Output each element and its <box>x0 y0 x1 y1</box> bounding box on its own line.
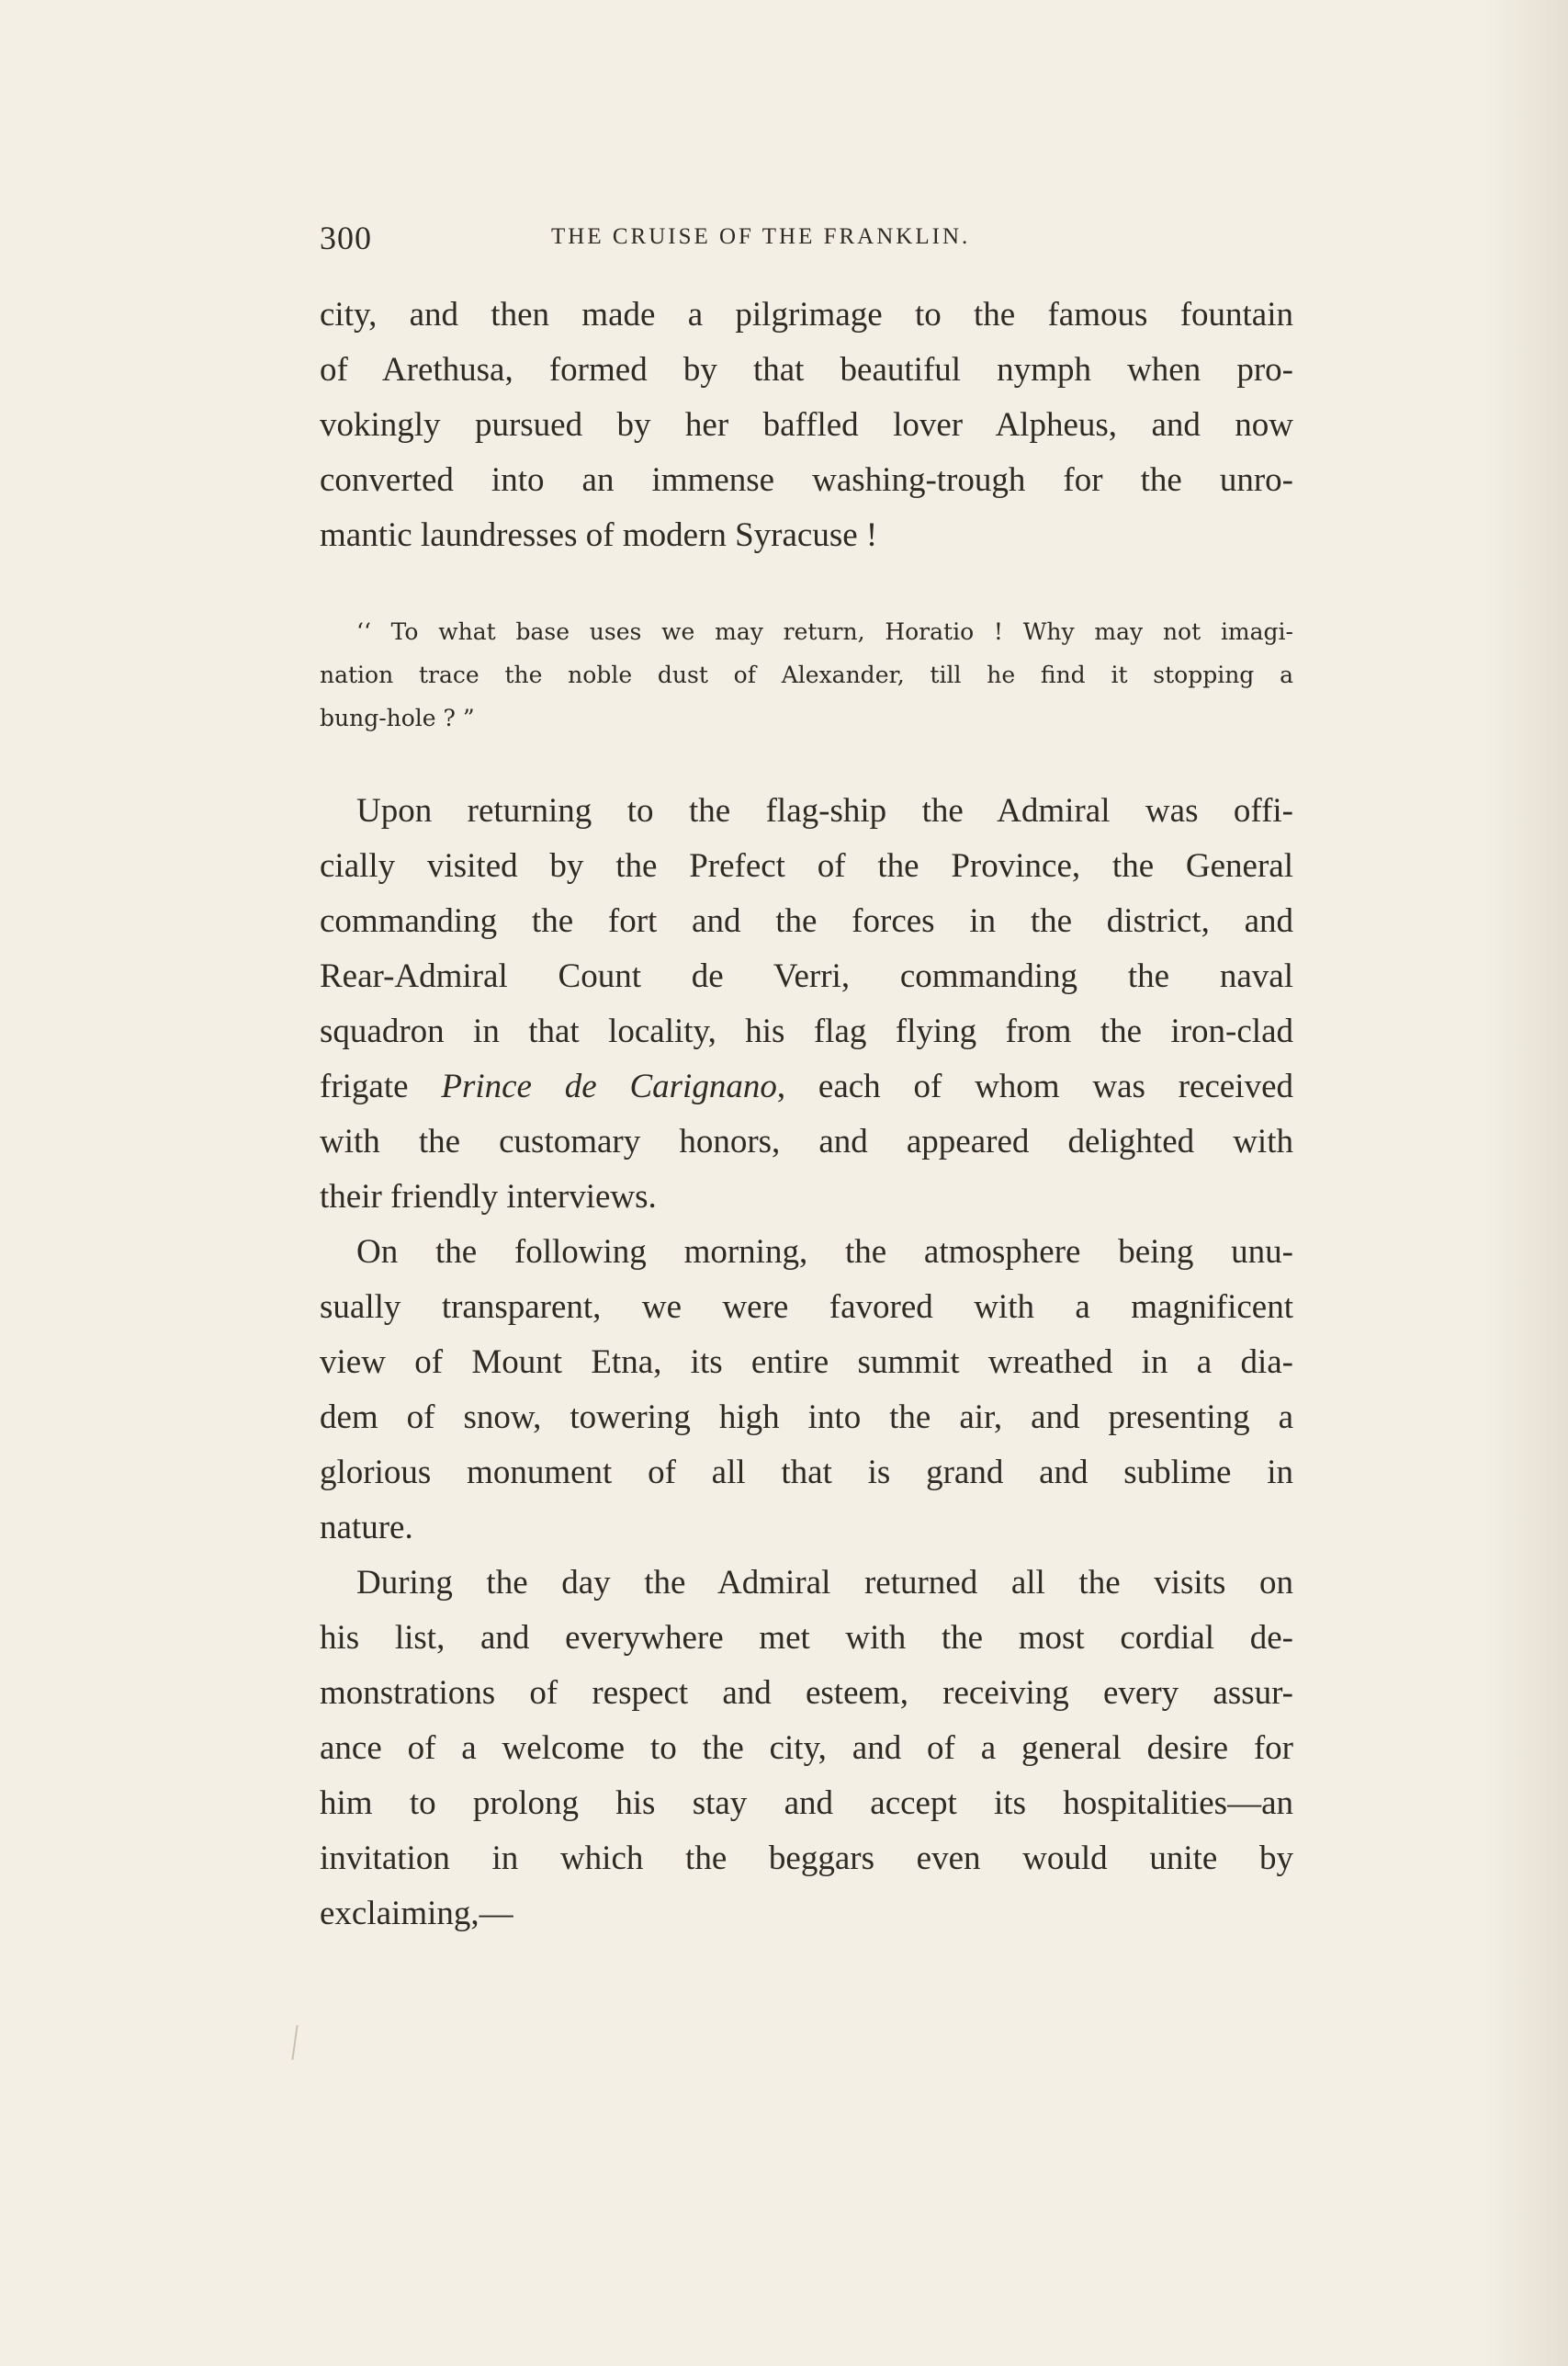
text-line-with-ship-name <box>320 1059 1293 1115</box>
paper-blemish <box>291 2025 298 2060</box>
text-line: During the day the Admiral returned all the visits on <box>356 1564 1293 1602</box>
text-line: commanding the fort and the forces in the district, and <box>320 902 1293 940</box>
text-line: Upon returning to the flag-ship the Admiral was offi- <box>356 792 1293 830</box>
text-line: glorious monument of all that is grand and sublime in <box>320 1454 1293 1491</box>
page-header <box>320 211 1293 266</box>
text-fragment: frigate <box>320 1068 442 1105</box>
text-line: sually transparent, we were favored with a magnificent <box>320 1288 1293 1326</box>
quote-line: ‘‘ To what base uses we may return, Horatio ! Why may not imagi- <box>356 618 1293 645</box>
text-line: their friendly interviews. <box>320 1178 657 1216</box>
text-line: monstrations of respect and esteem, receiving every assur- <box>320 1674 1293 1712</box>
text-line: his list, and everywhere met with the most cordial de- <box>320 1619 1293 1657</box>
text-line: mantic laundresses of modern Syracuse ! <box>320 516 878 554</box>
text-fragment: , each of whom was received <box>776 1068 1293 1105</box>
page-edge-shadow <box>1485 0 1568 2366</box>
text-line: of Arethusa, formed by that beautiful nymph when pro- <box>320 351 1293 389</box>
text-line: converted into an immense washing-trough for the unro- <box>320 461 1293 499</box>
text-line: vokingly pursued by her baffled lover Alpheus, and now <box>320 406 1293 444</box>
text-line: invitation in which the beggars even would unite by <box>320 1840 1293 1877</box>
paragraph-return-visits <box>320 1556 1293 1941</box>
paragraph-official-visits <box>320 784 1293 1225</box>
text-line: view of Mount Etna, its entire summit wreathed in a dia- <box>320 1343 1293 1381</box>
text-line: ance of a welcome to the city, and of a general desire for <box>320 1729 1293 1767</box>
quote-line: nation trace the noble dust of Alexander, till he find it stopping a <box>320 662 1293 688</box>
text-line: On the following morning, the atmosphere being unu- <box>356 1233 1293 1271</box>
paragraph-arethusa <box>320 288 1293 563</box>
text-line: with the customary honors, and appeared delighted with <box>320 1123 1293 1160</box>
text-line: exclaiming,— <box>320 1895 513 1932</box>
running-head: THE CRUISE OF THE FRANKLIN. <box>551 224 971 249</box>
page-number: 300 <box>320 220 372 256</box>
text-line: nature. <box>320 1509 413 1546</box>
paragraph-mount-etna <box>320 1225 1293 1556</box>
ship-name-italic: Prince de Carignano <box>441 1068 777 1105</box>
text-line: him to prolong his stay and accept its hospitalities—an <box>320 1784 1293 1822</box>
text-line: Rear-Admiral Count de Verri, commanding the naval <box>320 957 1293 995</box>
hamlet-quotation <box>320 610 1293 740</box>
text-line: squadron in that locality, his flag flying from the iron-clad <box>320 1013 1293 1050</box>
text-line: dem of snow, towering high into the air, and presenting a <box>320 1398 1293 1436</box>
text-line: city, and then made a pilgrimage to the famous fountain <box>320 296 1293 334</box>
text-line: cially visited by the Prefect of the Province, the General <box>320 847 1293 885</box>
quote-line: bung-hole ? ” <box>320 705 475 731</box>
